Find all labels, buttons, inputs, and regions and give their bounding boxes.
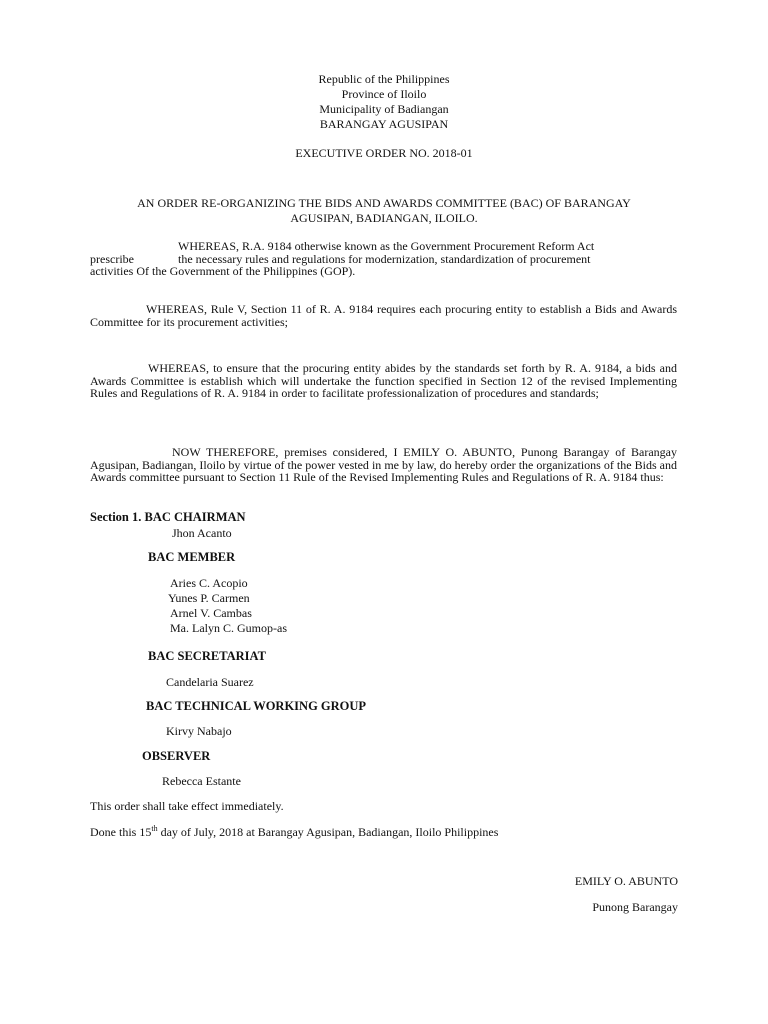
whereas-1-line-b1: prescribe	[90, 251, 134, 266]
bac-member-name: Ma. Lalyn C. Gumop-as	[170, 621, 287, 635]
header-republic: Republic of the Philippines	[318, 72, 450, 86]
bac-member-name: Yunes P. Carmen	[168, 591, 250, 605]
bac-member-label: BAC MEMBER	[148, 550, 236, 564]
bac-twg-label: BAC TECHNICAL WORKING GROUP	[146, 699, 367, 713]
whereas-1-line-c: activities Of the Government of the Philippines (GOP).	[90, 264, 356, 278]
executive-order-number: EXECUTIVE ORDER NO. 2018-01	[295, 146, 473, 160]
order-title-line2: AGUSIPAN, BADIANGAN, ILOILO.	[290, 211, 478, 225]
observer-label: OBSERVER	[142, 749, 211, 763]
whereas-clause-1	[90, 240, 677, 278]
bac-secretariat-label: BAC SECRETARIAT	[148, 649, 266, 663]
done-clause-ordinal: th	[151, 824, 158, 833]
bac-member-name: Arnel V. Cambas	[170, 606, 252, 620]
whereas-1-line-a: WHEREAS, R.A. 9184 otherwise known as the Government Procurement Reform Act	[178, 239, 595, 253]
header-province: Province of Iloilo	[341, 87, 427, 101]
signatory-title: Punong Barangay	[592, 900, 678, 914]
whereas-3-text: WHEREAS, to ensure that the procuring entity abides by the standards set forth by R. A. 9184, a bids and Awards Committee is establish which will undertake the function specified in Section 12 of the revised Implementing Rules and Regulations of R. A. 9184 in order to facilitate professionalization of procedures and standards;	[90, 361, 677, 400]
done-clause-post: day of July, 2018 at Barangay Agusipan, Badiangan, Iloilo Philippines	[157, 825, 499, 839]
whereas-2-text: WHEREAS, Rule V, Section 11 of R. A. 9184 requires each procuring entity to establish a Bids and Awards Committee for its procurement activities;	[90, 302, 677, 329]
whereas-clause-2	[90, 303, 677, 328]
bac-secretariat-name: Candelaria Suarez	[166, 675, 254, 689]
done-clause	[90, 824, 498, 840]
now-therefore-text: NOW THEREFORE, premises considered, I EMILY O. ABUNTO, Punong Barangay of Barangay Agusipan, Badiangan, Iloilo by virtue of the power vested in me by law, do hereby order the organizations of the Bids and Awards committee pursuant to Section 11 Rule of the Revised Implementing Rules and Regulations of R. A. 9184 thus:	[90, 445, 677, 484]
whereas-clause-3	[90, 362, 677, 400]
done-clause-pre: Done this 15	[90, 825, 152, 839]
now-therefore-clause	[90, 446, 677, 484]
order-title	[90, 196, 678, 226]
signatory-name: EMILY O. ABUNTO	[574, 874, 678, 888]
whereas-1-line-b2: the necessary rules and regulations for modernization, standardization of procurement	[177, 251, 591, 266]
bac-member-name: Aries C. Acopio	[170, 576, 248, 590]
header-barangay: BARANGAY AGUSIPAN	[319, 117, 449, 131]
bac-chairman-name: Jhon Acanto	[172, 526, 232, 540]
bac-twg-name: Kirvy Nabajo	[166, 724, 232, 738]
header-municipality: Municipality of Badiangan	[319, 102, 449, 116]
effectivity-clause: This order shall take effect immediately.	[90, 799, 284, 813]
section-1-label: Section 1. BAC CHAIRMAN	[90, 510, 246, 524]
order-title-line1: AN ORDER RE-ORGANIZING THE BIDS AND AWARDS COMMITTEE (BAC) OF BARANGAY	[137, 196, 631, 210]
observer-name: Rebecca Estante	[162, 774, 241, 788]
letterhead	[0, 72, 768, 132]
